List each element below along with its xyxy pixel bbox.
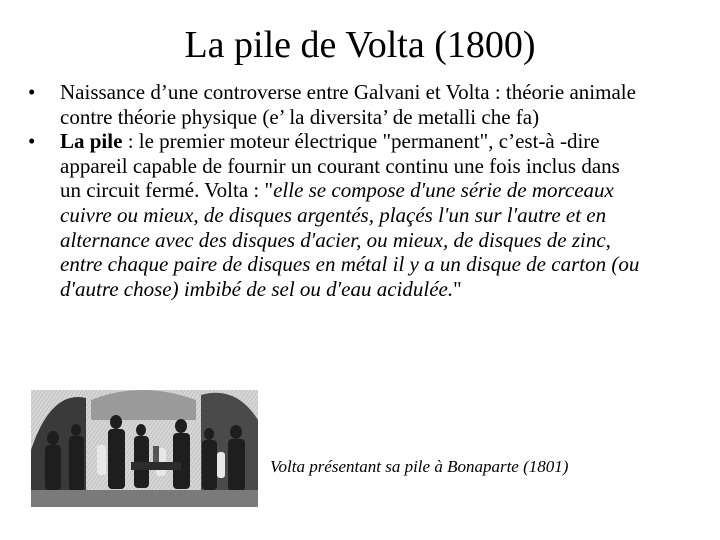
bullet-list — [28, 80, 640, 301]
bullet-item-pile — [28, 129, 640, 301]
bullet-marker: • — [28, 129, 36, 154]
bullet-text: : le premier moteur électrique "permanent", c’est-à -dire appareil capable de fournir un courant continu une fois inclus dans un circuit fermé. Volta : " — [60, 129, 620, 203]
bullet-marker: • — [28, 80, 36, 104]
bullet-bold-term: La pile — [60, 129, 123, 154]
bullet-item-controverse — [28, 80, 640, 129]
quote-close: " — [453, 276, 462, 301]
bullet-text: Naissance d’une controverse entre Galvani et Volta : théorie animale contre théorie physique (e’ la diversita’ de metalli che fa) — [60, 80, 636, 129]
engraving-illustration — [31, 390, 258, 507]
image-caption: Volta présentant sa pile à Bonaparte (1801) — [270, 457, 569, 476]
engraving-image — [31, 390, 258, 507]
volta-quote: elle se compose d'une série de morceaux cuivre ou mieux, de disques argentés, plaçés l'un sur l'autre et en alternance avec des disques d'acier, ou mieux, de disques de zinc, entre chaque paire de disques en métal il y a un disque de carton (ou d'autre chose) imbibé de sel ou d'eau acidulée. — [60, 178, 640, 301]
slide-title: La pile de Volta (1800) — [184, 24, 536, 66]
